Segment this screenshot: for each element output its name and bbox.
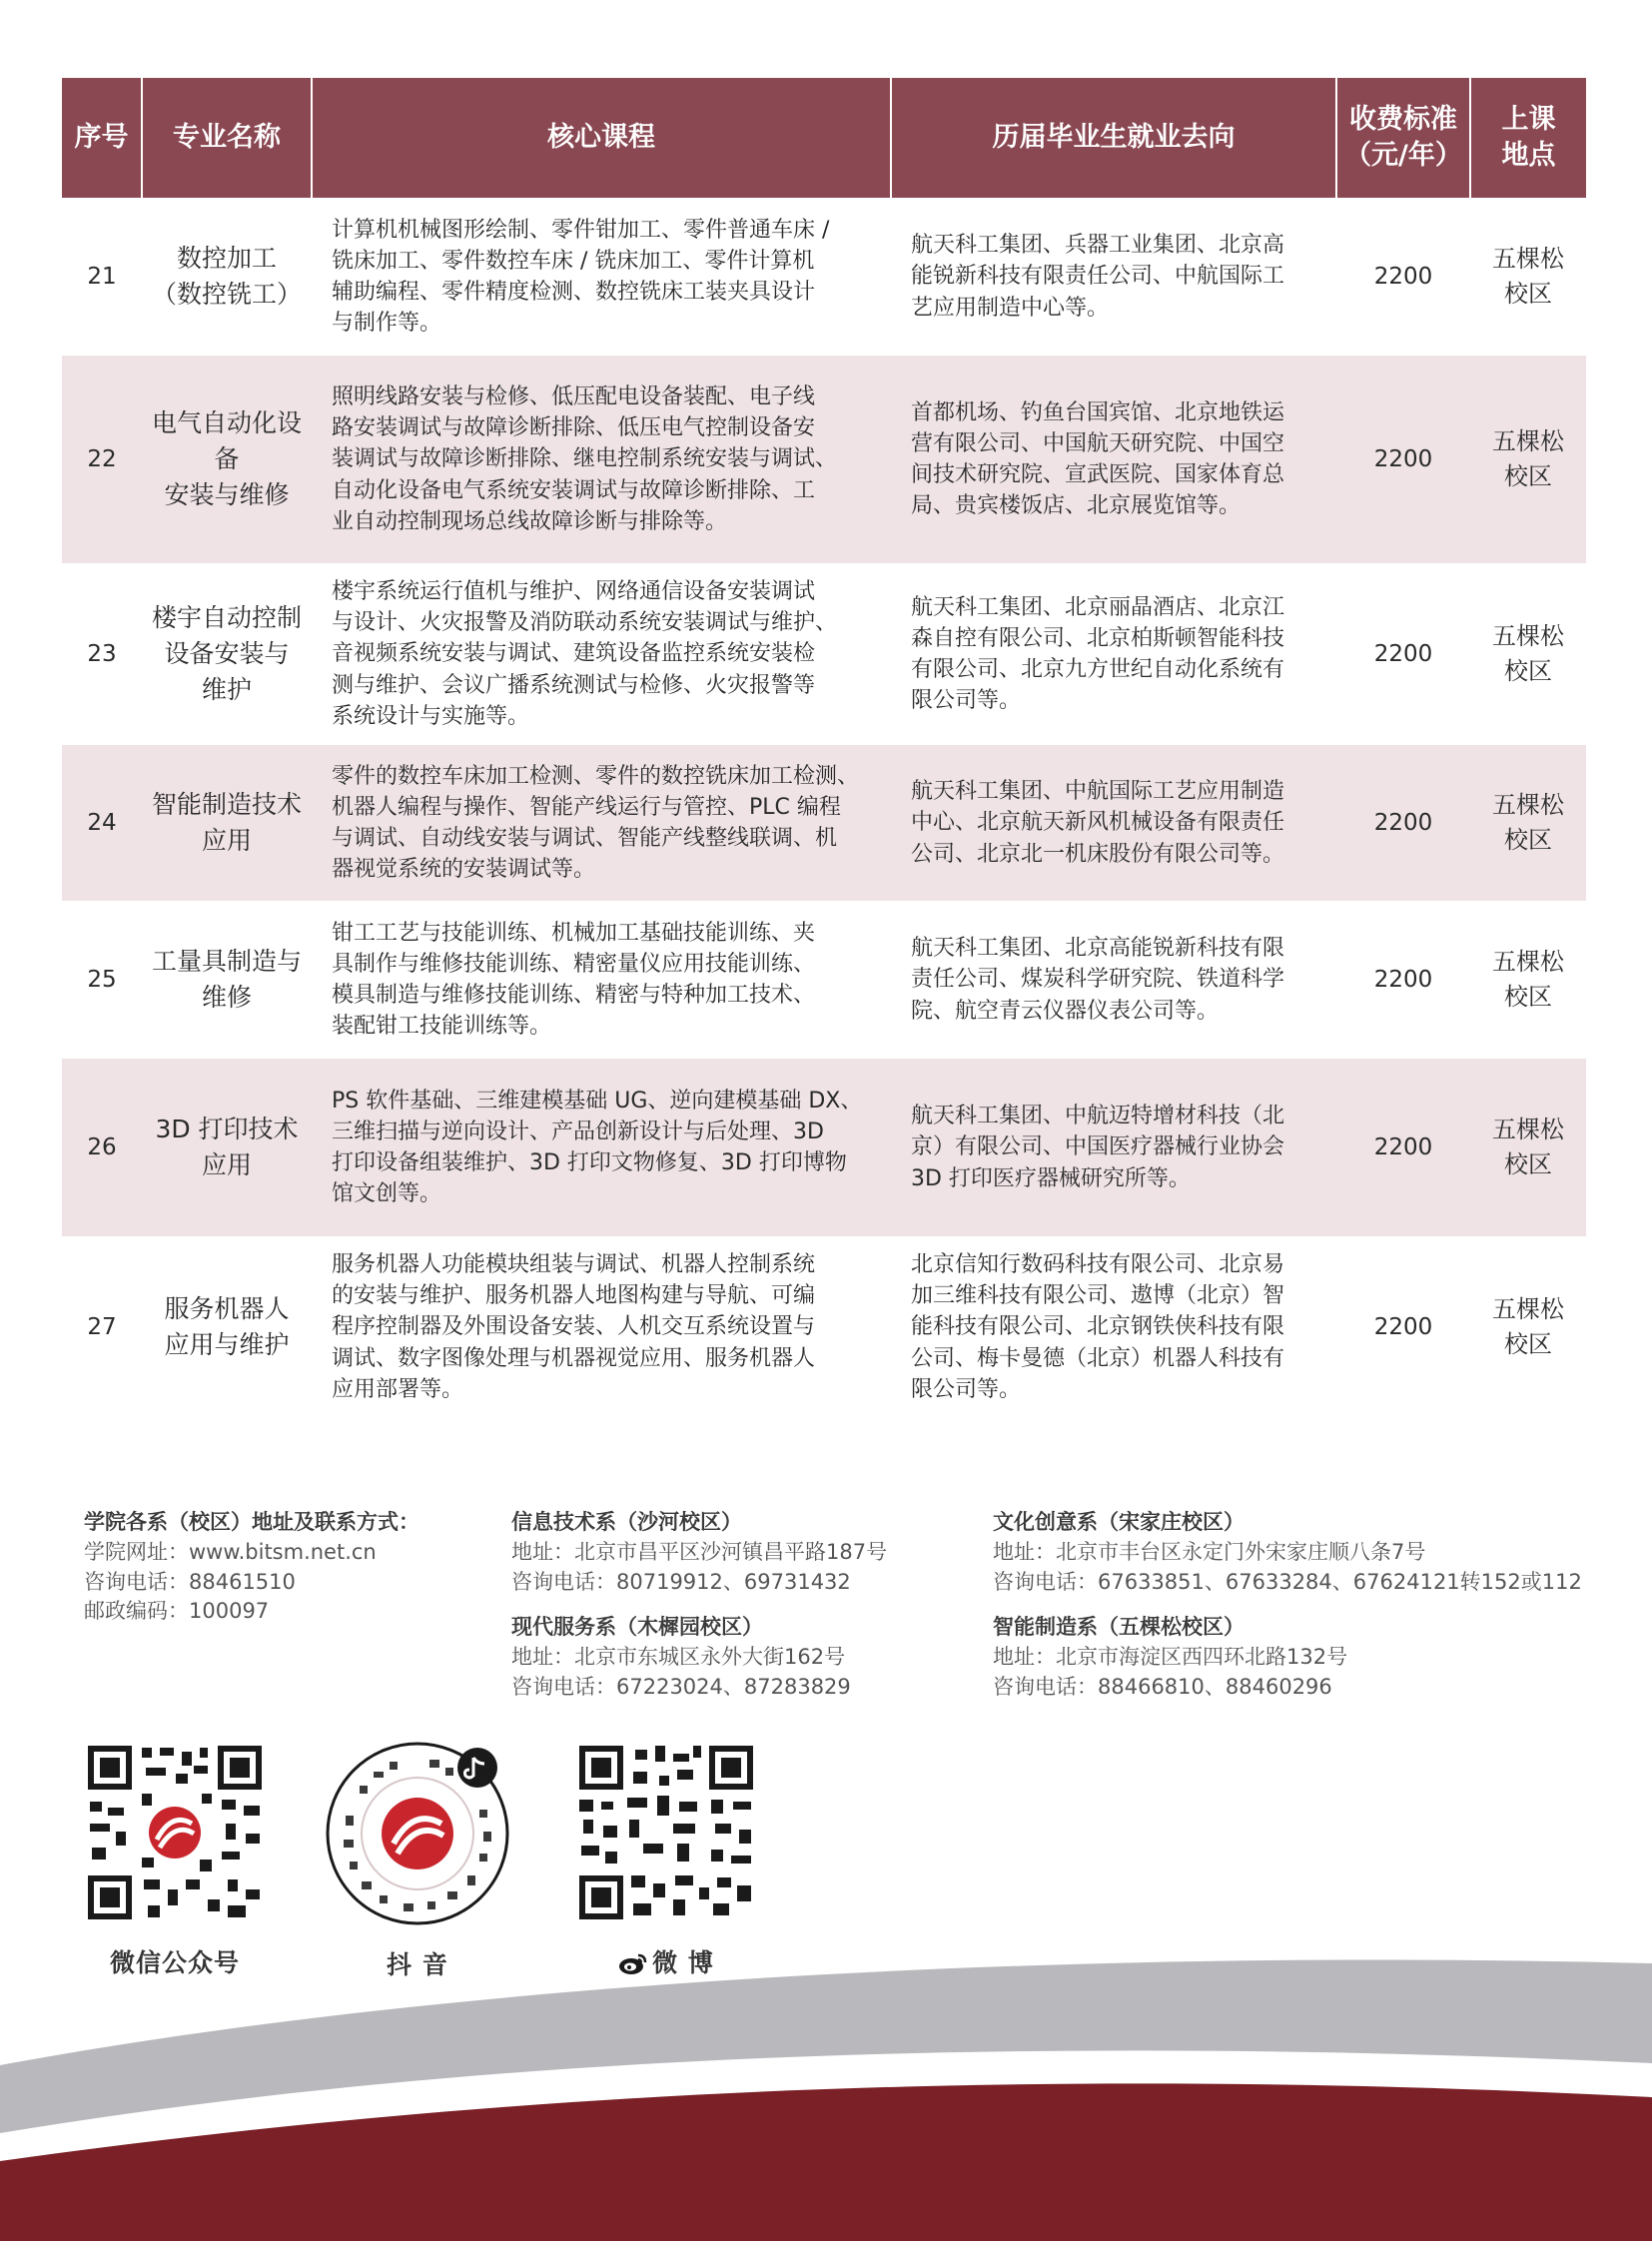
table-row <box>62 1236 1586 1418</box>
row-careers: 航天科工集团、北京丽晶酒店、北京江 森自控有限公司、北京柏斯顿智能科技 有限公司、北京九方世纪自动化系统有 限公司等。 <box>891 563 1336 745</box>
wechat-qr-block <box>82 1740 268 1979</box>
college-contact-title: 学院各系（校区）地址及联系方式： <box>84 1510 419 1534</box>
row-location: 五棵松 校区 <box>1470 745 1586 901</box>
header-courses: 核心课程 <box>312 78 891 198</box>
manufacturing-dept-phone: 咨询电话：88466810、88460296 <box>993 1675 1332 1700</box>
culture-dept-title: 文化创意系（宋家庄校区） <box>993 1510 1244 1534</box>
row-careers: 航天科工集团、北京高能锐新科技有限 责任公司、煤炭科学研究院、铁道科学 院、航空青云仪器仪表公司等。 <box>891 901 1336 1059</box>
douyin-qr-code[interactable] <box>320 1736 515 1927</box>
row-num: 26 <box>62 1059 142 1236</box>
service-dept-address: 地址：北京市东城区永外大街162号 <box>511 1645 846 1670</box>
row-num: 21 <box>62 198 142 356</box>
douyin-qr-block <box>320 1736 515 1981</box>
weibo-qr-icon <box>573 1740 759 1925</box>
majors-table-container <box>62 78 1586 1418</box>
row-careers: 航天科工集团、中航迈特增材科技（北 京）有限公司、中国医疗器械行业协会 3D 打印医疗器械研究所等。 <box>891 1059 1336 1236</box>
college-website[interactable]: 学院网址：www.bitsm.net.cn <box>84 1539 377 1564</box>
it-dept-phone: 咨询电话：80719912、69731432 <box>511 1569 851 1594</box>
row-major: 工量具制造与 维修 <box>142 901 312 1059</box>
table-row <box>62 1059 1586 1236</box>
row-careers: 首都机场、钓鱼台国宾馆、北京地铁运 营有限公司、中国航天研究院、中国空 间技术研究院、宣武医院、国家体育总 局、贵宾楼饭店、北京展览馆等。 <box>891 356 1336 563</box>
header-location: 上课 地点 <box>1470 78 1586 198</box>
service-dept-title: 现代服务系（木樨园校区） <box>511 1615 763 1640</box>
row-fee: 2200 <box>1336 198 1470 356</box>
row-courses: 计算机机械图形绘制、零件钳加工、零件普通车床 / 铣床加工、零件数控车床 / 铣床加工、零件计算机 辅助编程、零件精度检测、数控铣床工装夹具设计 与制作等。 <box>312 198 891 356</box>
row-location: 五棵松 校区 <box>1470 356 1586 563</box>
college-phone: 咨询电话：88461510 <box>84 1569 296 1594</box>
wechat-qr-icon <box>82 1740 268 1925</box>
row-num: 25 <box>62 901 142 1059</box>
culture-dept-phone: 咨询电话：67633851、67633284、67624121转152或112 <box>993 1569 1582 1594</box>
footer-wave-decoration <box>0 1947 1652 2241</box>
wechat-qr-code[interactable] <box>82 1740 268 1925</box>
table-row <box>62 563 1586 745</box>
row-careers: 航天科工集团、中航国际工艺应用制造 中心、北京航天新风机械设备有限责任 公司、北京北一机床股份有限公司等。 <box>891 745 1336 901</box>
row-location: 五棵松 校区 <box>1470 198 1586 356</box>
row-major: 电气自动化设备 安装与维修 <box>142 356 312 563</box>
row-courses: 照明线路安装与检修、低压配电设备装配、电子线 路安装调试与故障诊断排除、低压电气控制设备安 装调试与故障诊断排除、继电控制系统安装与调试、 自动化设备电气系统安装调试与故障诊断排除、工 业自动控制现场总线故障诊断与排除等。 <box>312 356 891 563</box>
service-dept-block <box>511 1613 971 1702</box>
it-dept-title: 信息技术系（沙河校区） <box>511 1510 742 1534</box>
table-row <box>62 356 1586 563</box>
it-dept-address: 地址：北京市昌平区沙河镇昌平路187号 <box>511 1539 888 1564</box>
douyin-label: 抖 音 <box>387 1950 448 1979</box>
manufacturing-dept-title: 智能制造系（五棵松校区） <box>993 1615 1244 1640</box>
row-major: 服务机器人 应用与维护 <box>142 1236 312 1418</box>
row-fee: 2200 <box>1336 563 1470 745</box>
table-row <box>62 198 1586 356</box>
college-contact-column <box>84 1508 483 1627</box>
row-major: 数控加工 （数控铣工） <box>142 198 312 356</box>
culture-dept-address: 地址：北京市丰台区永定门外宋家庄顺八条7号 <box>993 1539 1426 1564</box>
row-fee: 2200 <box>1336 1059 1470 1236</box>
weibo-label: 微 博 <box>652 1948 714 1977</box>
douyin-qr-icon <box>320 1736 515 1927</box>
weibo-qr-block <box>573 1740 759 1979</box>
header-num: 序号 <box>62 78 142 198</box>
header-major: 专业名称 <box>142 78 312 198</box>
service-dept-phone: 咨询电话：67223024、87283829 <box>511 1675 851 1700</box>
wechat-label: 微信公众号 <box>109 1948 240 1977</box>
manufacturing-dept-block <box>993 1613 1592 1702</box>
row-fee: 2200 <box>1336 901 1470 1059</box>
row-courses: 服务机器人功能模块组装与调试、机器人控制系统 的安装与维护、服务机器人地图构建与导航、可编 程序控制器及外围设备安装、人机交互系统设置与 调试、数字图像处理与机器视觉应用、服务机器人 应用部署等。 <box>312 1236 891 1418</box>
manufacturing-dept-address: 地址：北京市海淀区西四环北路132号 <box>993 1645 1348 1670</box>
row-fee: 2200 <box>1336 745 1470 901</box>
header-careers: 历届毕业生就业去向 <box>891 78 1336 198</box>
row-careers: 北京信知行数码科技有限公司、北京易 加三维科技有限公司、遨博（北京）智 能科技有限公司、北京钢铁侠科技有限 公司、梅卡曼德（北京）机器人科技有 限公司等。 <box>891 1236 1336 1418</box>
culture-dept-block <box>993 1508 1592 1597</box>
table-header-row <box>62 78 1586 198</box>
row-num: 24 <box>62 745 142 901</box>
row-location: 五棵松 校区 <box>1470 901 1586 1059</box>
row-courses: 零件的数控车床加工检测、零件的数控铣床加工检测、 机器人编程与操作、智能产线运行与管控、PLC 编程 与调试、自动线安装与调试、智能产线整线联调、机 器视觉系统的安装调试等。 <box>312 745 891 901</box>
row-major: 楼宇自动控制 设备安装与 维护 <box>142 563 312 745</box>
row-courses: 楼宇系统运行值机与维护、网络通信设备安装调试 与设计、火灾报警及消防联动系统安装调试与维护、 音视频系统安装与调试、建筑设备监控系统安装检 测与维护、会议广播系统测试与检修、火灾报警等 系统设计与实施等。 <box>312 563 891 745</box>
row-location: 五棵松 校区 <box>1470 1059 1586 1236</box>
table-row <box>62 901 1586 1059</box>
row-careers: 航天科工集团、兵器工业集团、北京高 能锐新科技有限责任公司、中航国际工 艺应用制造中心等。 <box>891 198 1336 356</box>
weibo-qr-code[interactable] <box>573 1740 759 1925</box>
majors-table <box>62 78 1586 1418</box>
row-num: 22 <box>62 356 142 563</box>
row-location: 五棵松 校区 <box>1470 1236 1586 1418</box>
row-num: 23 <box>62 563 142 745</box>
middle-contact-column <box>511 1508 971 1719</box>
row-location: 五棵松 校区 <box>1470 563 1586 745</box>
table-row <box>62 745 1586 901</box>
row-fee: 2200 <box>1336 1236 1470 1418</box>
row-major: 3D 打印技术 应用 <box>142 1059 312 1236</box>
college-postcode: 邮政编码：100097 <box>84 1599 270 1624</box>
header-fee: 收费标准 （元/年） <box>1336 78 1470 198</box>
row-courses: 钳工工艺与技能训练、机械加工基础技能训练、夹 具制作与维修技能训练、精密量仪应用技能训练、 模具制造与维修技能训练、精密与特种加工技术、 装配钳工技能训练等。 <box>312 901 891 1059</box>
it-dept-block <box>511 1508 971 1597</box>
right-contact-column <box>993 1508 1592 1719</box>
row-num: 27 <box>62 1236 142 1418</box>
row-courses: PS 软件基础、三维建模基础 UG、逆向建模基础 DX、 三维扫描与逆向设计、产品创新设计与后处理、3D 打印设备组装维护、3D 打印文物修复、3D 打印博物 馆文创等。 <box>312 1059 891 1236</box>
row-fee: 2200 <box>1336 356 1470 563</box>
row-major: 智能制造技术 应用 <box>142 745 312 901</box>
